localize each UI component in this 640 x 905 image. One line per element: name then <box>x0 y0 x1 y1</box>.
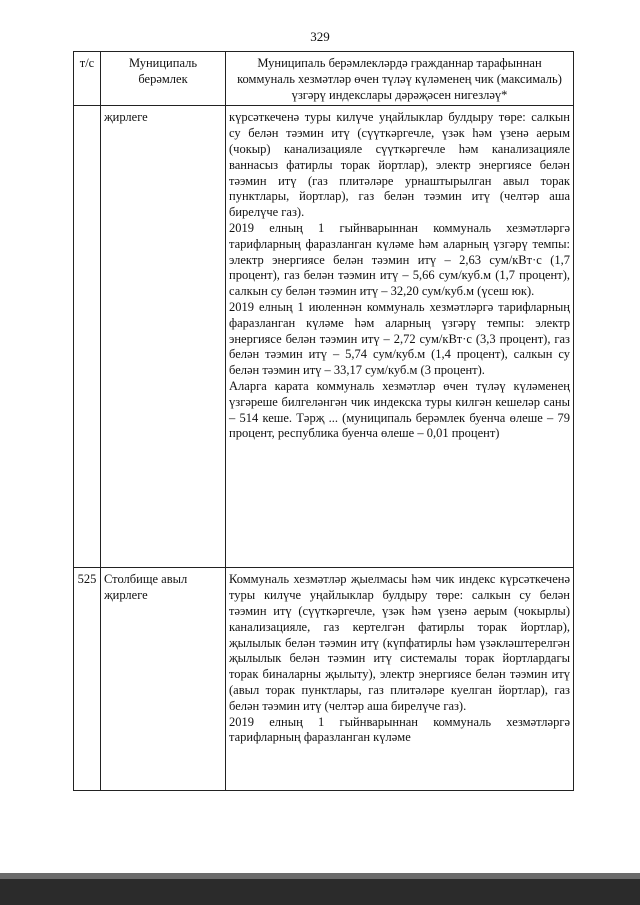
header-municipality: Муниципаль берәмлек <box>101 52 226 106</box>
table-row <box>74 568 574 791</box>
header-justification: Муниципаль берәмлекләрдә гражданнар тарафыннан коммуналь хезмәтләр өчен түләү күләменең чик (максималь) үзгәрү индекслары дәрәҗәсен нигезләү* <box>226 52 574 106</box>
paragraph: Коммуналь хезмәтләр җыелмасы һәм чик индекс күрсәткеченә туры килүче уңайлыклар булдыру төре: салкын су белән тәэмин итү (сүүткәргечле, үзәк һәм үзенә аерым (чокырлы) канализацияле, газ кертелгән фатирлы торак йортлар), җылылык белән тәэмин итү (күпфатирлы һәм үзәкләштерелгән җылылык белән тәэмин итү системалы торак йортлардагы торак биналарны җылыту), электр энергиясе белән тәэмин итү (авыл торак пунктлары, газ плитәләре куелган йортлар), газ белән тәэмин итү (челтәр аша бирелүче газ). <box>229 572 570 713</box>
paragraph: Аларга карата коммуналь хезмәтләр өчен түләү күләменең үзгәреше билгеләнгән чик индекска туры килгән кешеләр саны – 514 кеше. Тәрҗ ... (муниципаль берәмлек буенча өлеше – 79 процент, республика буенча өлеше – 0,01 процент) <box>229 378 570 441</box>
page-number: 329 <box>310 29 330 44</box>
row-municipality: җирлеге <box>101 106 226 568</box>
row-justification <box>226 106 574 568</box>
scan-bottom-edge <box>0 873 640 905</box>
row-number <box>74 106 101 568</box>
table-row <box>74 106 574 568</box>
paragraph: 2019 елның 1 июленнән коммуналь хезмәтләргә тарифларның фаразланган күләме һәм аларның үзгәрү темпы: электр энергиясе белән тәэмин итү – 2,72 сум/кВт·с (3,3 процент), газ белән тәэмин итү – 5,74 сум/куб.м (1,4 процент), салкын су белән тәэмин итү – 33,17 сум/куб.м (3 процент). <box>229 299 570 378</box>
indices-table <box>73 51 574 791</box>
row-number: 525 <box>74 568 101 791</box>
paragraph: 2019 елның 1 гыйнварыннан коммуналь хезмәтләргә тарифларның фаразланган күләме <box>229 714 570 745</box>
row-municipality: Столбище авыл җирлеге <box>101 568 226 791</box>
paragraph: күрсәткеченә туры килүче уңайлыклар булдыру төре: салкын су белән тәэмин итү (сүүткәргечле, үзәк һәм үзенә аерым (чокыр) канализацияле сүүткәргечле һәм канализацияле ваннасыз фатирлы торак йортлар), электр энергиясе белән тәэмин итү (газ плитәләре урнаштырылган авыл торак пунктлары, йортлар), газ белән тәэмин итү (челтәр аша бирелүче газ). <box>229 110 570 220</box>
row-justification <box>226 568 574 791</box>
table-header-row <box>74 52 574 106</box>
paragraph: 2019 елның 1 гыйнварыннан коммуналь хезмәтләргә тарифларның фаразланган күләме һәм аларның үзгәрү темпы: электр энергиясе белән тәэмин итү – 2,63 сум/кВт·с (1,7 процент), газ белән тәэмин итү – 5,66 сум/куб.м (1,7 процент), салкын су белән тәэмин итү – 32,20 сум/куб.м (үсеш юк). <box>229 220 570 299</box>
header-number: т/с <box>74 52 101 106</box>
